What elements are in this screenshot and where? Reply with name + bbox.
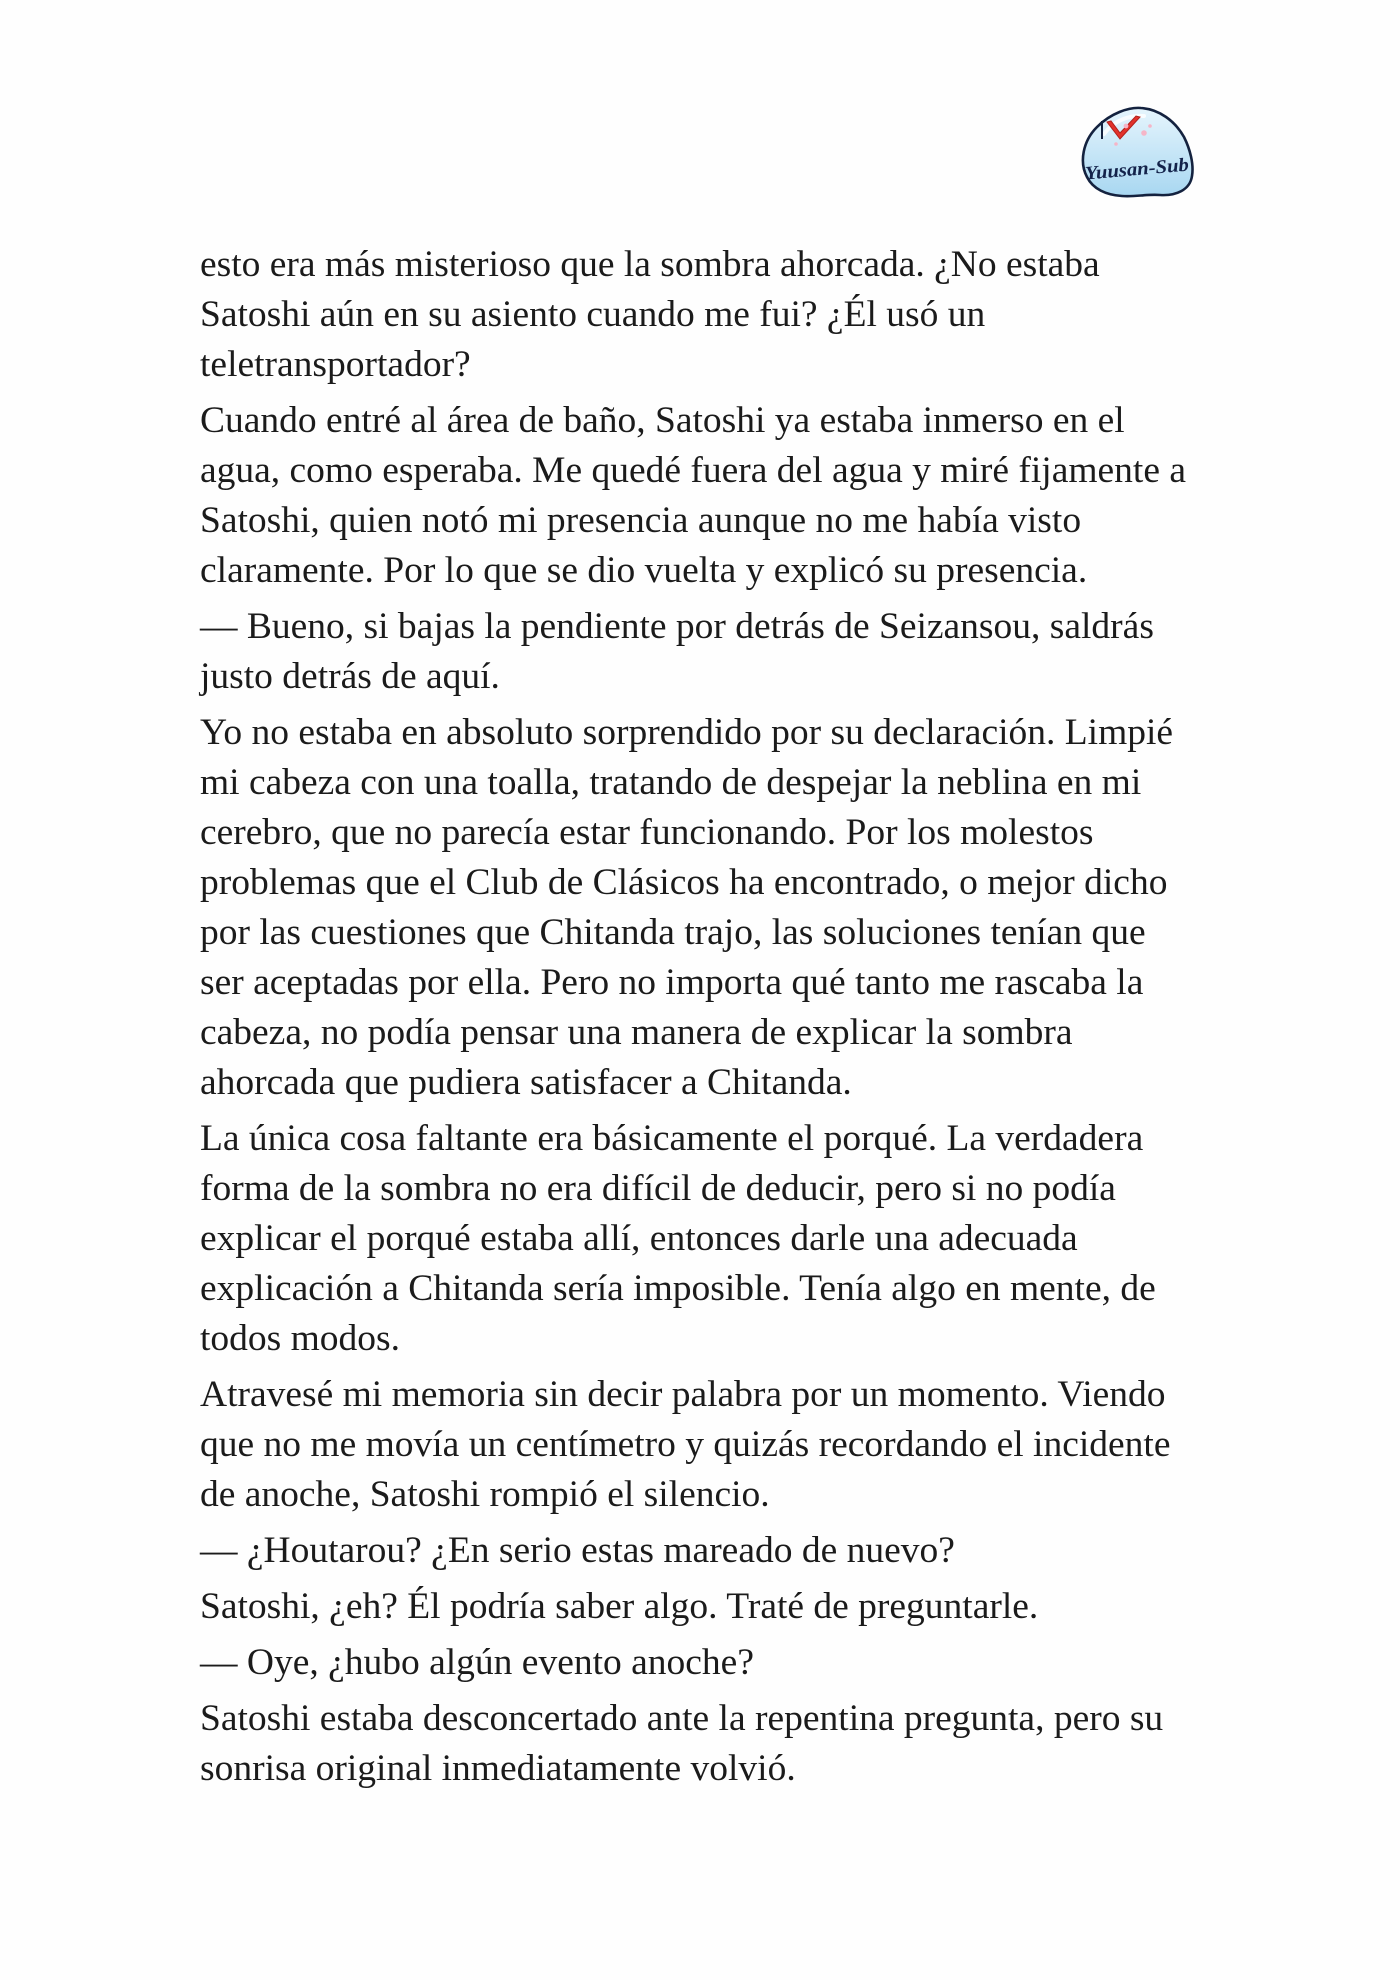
paragraph xyxy=(200,396,1320,596)
dialogue-paragraph xyxy=(200,1638,1320,1688)
dialogue-paragraph xyxy=(200,1526,1320,1576)
text-line: esto era más misterioso que la sombra ahorcada. ¿No estaba xyxy=(200,244,1100,285)
text-line: — ¿Houtarou? ¿En serio estas mareado de nuevo? xyxy=(200,1530,955,1571)
blossom-icon xyxy=(1148,124,1152,128)
text-line: Cuando entré al área de baño, Satoshi ya estaba inmerso en el xyxy=(200,400,1125,441)
paragraph xyxy=(200,708,1320,1108)
text-line: que no me movía un centímetro y quizás recordando el incidente xyxy=(200,1424,1171,1465)
text-line: ser aceptadas por ella. Pero no importa qué tanto me rascaba la xyxy=(200,962,1144,1003)
paragraph xyxy=(200,1370,1320,1520)
paragraph xyxy=(200,240,1320,390)
text-line: mi cabeza con una toalla, tratando de despejar la neblina en mi xyxy=(200,762,1142,803)
text-line: Atravesé mi memoria sin decir palabra por un momento. Viendo xyxy=(200,1374,1166,1415)
text-line: todos modos. xyxy=(200,1318,401,1359)
text-line: justo detrás de aquí. xyxy=(200,656,500,697)
text-line: — Bueno, si bajas la pendiente por detrás de Seizansou, saldrás xyxy=(200,606,1154,647)
text-line: cabeza, no podía pensar una manera de explicar la sombra xyxy=(200,1012,1073,1053)
text-line: de anoche, Satoshi rompió el silencio. xyxy=(200,1474,770,1515)
text-line: sonrisa original inmediatamente volvió. xyxy=(200,1748,796,1789)
logo-graphic xyxy=(1078,104,1196,200)
paragraph xyxy=(200,1694,1320,1794)
text-line: Satoshi, quien notó mi presencia aunque no me había visto xyxy=(200,500,1082,541)
text-line: teletransportador? xyxy=(200,344,471,385)
paragraph xyxy=(200,1582,1320,1632)
text-line: explicación a Chitanda sería imposible. Tenía algo en mente, de xyxy=(200,1268,1156,1309)
paragraph xyxy=(200,1114,1320,1364)
text-line: Satoshi estaba desconcertado ante la repentina pregunta, pero su xyxy=(200,1698,1164,1739)
blossom-icon xyxy=(1114,142,1118,146)
text-line: forma de la sombra no era difícil de deducir, pero si no podía xyxy=(200,1168,1116,1209)
text-line: Satoshi aún en su asiento cuando me fui? ¿Él usó un xyxy=(200,294,986,335)
text-line: problemas que el Club de Clásicos ha encontrado, o mejor dicho xyxy=(200,862,1168,903)
text-line: — Oye, ¿hubo algún evento anoche? xyxy=(200,1642,754,1683)
text-line: explicar el porqué estaba allí, entonces darle una adecuada xyxy=(200,1218,1078,1259)
text-line: por las cuestiones que Chitanda trajo, las soluciones tenían que xyxy=(200,912,1146,953)
blossom-icon xyxy=(1124,124,1129,129)
yuusan-sub-logo xyxy=(1078,104,1196,200)
page-body-text xyxy=(200,240,1320,1800)
dialogue-paragraph xyxy=(200,602,1320,702)
text-line: claramente. Por lo que se dio vuelta y explicó su presencia. xyxy=(200,550,1088,591)
text-line: Satoshi, ¿eh? Él podría saber algo. Traté de preguntarle. xyxy=(200,1586,1039,1627)
text-line: Yo no estaba en absoluto sorprendido por su declaración. Limpié xyxy=(200,712,1174,753)
blossom-icon xyxy=(1141,130,1147,136)
logo-text: Yuusan-Sub xyxy=(1084,155,1182,185)
text-line: ahorcada que pudiera satisfacer a Chitanda. xyxy=(200,1062,852,1103)
text-line: cerebro, que no parecía estar funcionando. Por los molestos xyxy=(200,812,1094,853)
text-line: agua, como esperaba. Me quedé fuera del agua y miré fijamente a xyxy=(200,450,1186,491)
text-line: La única cosa faltante era básicamente el porqué. La verdadera xyxy=(200,1118,1144,1159)
